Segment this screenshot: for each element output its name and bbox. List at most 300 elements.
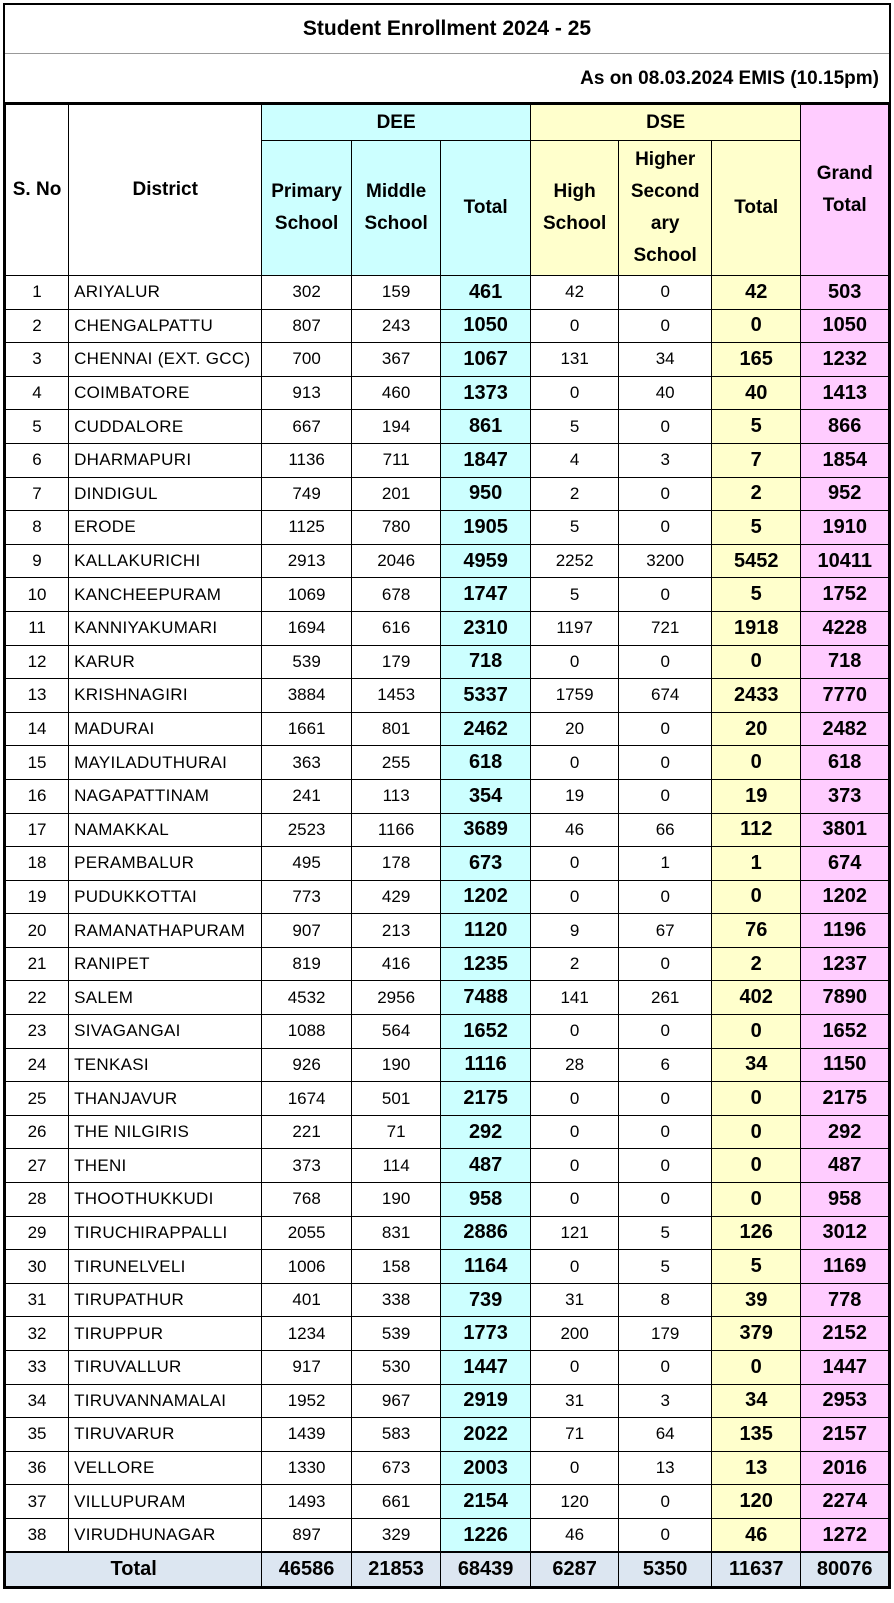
cell-district: TIRUCHIRAPPALLI — [69, 1216, 262, 1250]
cell-dee-total: 2462 — [441, 712, 531, 746]
cell-higher-secondary: 0 — [619, 309, 712, 343]
header-district: District — [69, 105, 262, 276]
cell-grand-total: 1202 — [801, 880, 889, 914]
cell-dse-total: 20 — [711, 712, 801, 746]
cell-dee-total: 958 — [441, 1183, 531, 1217]
cell-sno: 10 — [6, 578, 69, 612]
header-middle-school — [351, 141, 441, 276]
cell-higher-secondary: 0 — [619, 410, 712, 444]
cell-grand-total: 7890 — [801, 981, 889, 1015]
table-row — [6, 1216, 889, 1250]
cell-grand-total: 952 — [801, 477, 889, 511]
cell-primary: 773 — [262, 880, 352, 914]
cell-district: TIRUPATHUR — [69, 1283, 262, 1317]
cell-middle: 583 — [351, 1418, 441, 1452]
cell-district: VILLUPURAM — [69, 1485, 262, 1519]
header-hs-line2: Second — [630, 181, 700, 202]
cell-sno: 21 — [6, 947, 69, 981]
cell-district: KARUR — [69, 645, 262, 679]
cell-dee-total: 1116 — [441, 1048, 531, 1082]
cell-grand-total: 1413 — [801, 376, 889, 410]
table-row — [6, 947, 889, 981]
enrollment-sheet — [3, 3, 891, 1589]
cell-high: 5 — [530, 511, 619, 545]
cell-higher-secondary: 0 — [619, 477, 712, 511]
cell-district: KALLAKURICHI — [69, 544, 262, 578]
cell-dee-total: 1773 — [441, 1317, 531, 1351]
cell-dee-total: 2003 — [441, 1451, 531, 1485]
table-row — [6, 1183, 889, 1217]
table-row — [6, 847, 889, 881]
cell-dee-total: 1847 — [441, 443, 531, 477]
cell-primary: 768 — [262, 1183, 352, 1217]
table-row — [6, 276, 889, 310]
cell-grand-total: 1169 — [801, 1250, 889, 1284]
cell-district: COIMBATORE — [69, 376, 262, 410]
cell-high: 1197 — [530, 611, 619, 645]
cell-dse-total: 5 — [711, 1250, 801, 1284]
cell-dee-total: 5337 — [441, 679, 531, 713]
cell-primary: 667 — [262, 410, 352, 444]
cell-high: 0 — [530, 645, 619, 679]
cell-middle: 460 — [351, 376, 441, 410]
cell-dse-total: 112 — [711, 813, 801, 847]
cell-high: 0 — [530, 1149, 619, 1183]
table-header — [6, 105, 889, 276]
cell-sno: 7 — [6, 477, 69, 511]
cell-middle: 213 — [351, 914, 441, 948]
cell-district: PERAMBALUR — [69, 847, 262, 881]
cell-dee-total: 950 — [441, 477, 531, 511]
cell-grand-total: 1050 — [801, 309, 889, 343]
cell-sno: 38 — [6, 1518, 69, 1552]
cell-middle: 501 — [351, 1082, 441, 1116]
cell-primary: 700 — [262, 343, 352, 377]
cell-primary: 495 — [262, 847, 352, 881]
cell-dse-total: 2 — [711, 947, 801, 981]
table-row — [6, 410, 889, 444]
cell-sno: 30 — [6, 1250, 69, 1284]
header-high-line1: High — [553, 181, 596, 202]
cell-grand-total: 3012 — [801, 1216, 889, 1250]
cell-primary: 1069 — [262, 578, 352, 612]
cell-sno: 36 — [6, 1451, 69, 1485]
cell-primary: 2523 — [262, 813, 352, 847]
cell-sno: 19 — [6, 880, 69, 914]
cell-sno: 20 — [6, 914, 69, 948]
cell-dse-total: 2433 — [711, 679, 801, 713]
table-row — [6, 712, 889, 746]
cell-high: 0 — [530, 1115, 619, 1149]
cell-dee-total: 1067 — [441, 343, 531, 377]
cell-district: DINDIGUL — [69, 477, 262, 511]
total-grand: 80076 — [801, 1552, 889, 1586]
cell-higher-secondary: 1 — [619, 847, 712, 881]
cell-district: CHENGALPATTU — [69, 309, 262, 343]
cell-grand-total: 958 — [801, 1183, 889, 1217]
table-row — [6, 914, 889, 948]
cell-middle: 2046 — [351, 544, 441, 578]
cell-primary: 1088 — [262, 1015, 352, 1049]
table-row — [6, 981, 889, 1015]
cell-high: 0 — [530, 1183, 619, 1217]
cell-primary: 363 — [262, 746, 352, 780]
cell-dse-total: 0 — [711, 309, 801, 343]
cell-grand-total: 1232 — [801, 343, 889, 377]
cell-higher-secondary: 0 — [619, 1485, 712, 1519]
cell-higher-secondary: 0 — [619, 578, 712, 612]
cell-sno: 32 — [6, 1317, 69, 1351]
cell-middle: 1453 — [351, 679, 441, 713]
cell-middle: 113 — [351, 779, 441, 813]
cell-primary: 917 — [262, 1351, 352, 1385]
cell-primary: 241 — [262, 779, 352, 813]
cell-primary: 539 — [262, 645, 352, 679]
cell-high: 9 — [530, 914, 619, 948]
cell-district: THOOTHUKKUDI — [69, 1183, 262, 1217]
cell-higher-secondary: 0 — [619, 746, 712, 780]
cell-grand-total: 1752 — [801, 578, 889, 612]
cell-grand-total: 2482 — [801, 712, 889, 746]
cell-higher-secondary: 0 — [619, 276, 712, 310]
cell-primary: 749 — [262, 477, 352, 511]
cell-primary: 1125 — [262, 511, 352, 545]
cell-higher-secondary: 8 — [619, 1283, 712, 1317]
cell-sno: 2 — [6, 309, 69, 343]
cell-high: 1759 — [530, 679, 619, 713]
cell-dse-total: 0 — [711, 1015, 801, 1049]
cell-dee-total: 2886 — [441, 1216, 531, 1250]
header-high-school — [530, 141, 619, 276]
cell-primary: 907 — [262, 914, 352, 948]
cell-district: DHARMAPURI — [69, 443, 262, 477]
cell-dse-total: 0 — [711, 746, 801, 780]
cell-high: 0 — [530, 1250, 619, 1284]
cell-high: 0 — [530, 376, 619, 410]
table-row — [6, 1518, 889, 1552]
cell-sno: 29 — [6, 1216, 69, 1250]
cell-district: PUDUKKOTTAI — [69, 880, 262, 914]
cell-district: ARIYALUR — [69, 276, 262, 310]
cell-sno: 11 — [6, 611, 69, 645]
cell-district: VELLORE — [69, 1451, 262, 1485]
cell-middle: 114 — [351, 1149, 441, 1183]
table-row — [6, 1351, 889, 1385]
cell-dee-total: 1905 — [441, 511, 531, 545]
cell-grand-total: 778 — [801, 1283, 889, 1317]
cell-district: TENKASI — [69, 1048, 262, 1082]
cell-dse-total: 34 — [711, 1384, 801, 1418]
cell-dee-total: 1747 — [441, 578, 531, 612]
cell-dse-total: 5 — [711, 578, 801, 612]
table-row — [6, 679, 889, 713]
cell-dee-total: 1202 — [441, 880, 531, 914]
cell-district: CHENNAI (EXT. GCC) — [69, 343, 262, 377]
cell-high: 71 — [530, 1418, 619, 1452]
cell-dse-total: 46 — [711, 1518, 801, 1552]
totals-label: Total — [6, 1552, 262, 1586]
cell-grand-total: 1910 — [801, 511, 889, 545]
cell-high: 0 — [530, 880, 619, 914]
table-row — [6, 578, 889, 612]
cell-high: 0 — [530, 1351, 619, 1385]
cell-dse-total: 0 — [711, 1183, 801, 1217]
cell-middle: 159 — [351, 276, 441, 310]
cell-grand-total: 1854 — [801, 443, 889, 477]
cell-higher-secondary: 3 — [619, 1384, 712, 1418]
cell-district: VIRUDHUNAGAR — [69, 1518, 262, 1552]
cell-middle: 539 — [351, 1317, 441, 1351]
cell-higher-secondary: 0 — [619, 947, 712, 981]
cell-primary: 302 — [262, 276, 352, 310]
cell-dse-total: 39 — [711, 1283, 801, 1317]
cell-district: TIRUVALLUR — [69, 1351, 262, 1385]
cell-grand-total: 292 — [801, 1115, 889, 1149]
cell-higher-secondary: 179 — [619, 1317, 712, 1351]
cell-dee-total: 4959 — [441, 544, 531, 578]
header-dee-total: Total — [441, 141, 531, 276]
cell-high: 0 — [530, 309, 619, 343]
header-grand-line1: Grand — [816, 163, 873, 184]
cell-high: 0 — [530, 1082, 619, 1116]
cell-sno: 13 — [6, 679, 69, 713]
cell-high: 5 — [530, 578, 619, 612]
cell-sno: 22 — [6, 981, 69, 1015]
cell-grand-total: 4228 — [801, 611, 889, 645]
cell-sno: 34 — [6, 1384, 69, 1418]
cell-high: 31 — [530, 1283, 619, 1317]
cell-high: 5 — [530, 410, 619, 444]
cell-sno: 26 — [6, 1115, 69, 1149]
cell-dse-total: 34 — [711, 1048, 801, 1082]
cell-high: 0 — [530, 1451, 619, 1485]
cell-dee-total: 2022 — [441, 1418, 531, 1452]
cell-district: KANNIYAKUMARI — [69, 611, 262, 645]
cell-dee-total: 618 — [441, 746, 531, 780]
cell-middle: 1166 — [351, 813, 441, 847]
table-row — [6, 779, 889, 813]
cell-sno: 4 — [6, 376, 69, 410]
cell-dee-total: 673 — [441, 847, 531, 881]
cell-sno: 23 — [6, 1015, 69, 1049]
cell-district: RANIPET — [69, 947, 262, 981]
cell-district: RAMANATHAPURAM — [69, 914, 262, 948]
cell-primary: 819 — [262, 947, 352, 981]
cell-higher-secondary: 0 — [619, 1183, 712, 1217]
table-row — [6, 1048, 889, 1082]
cell-middle: 780 — [351, 511, 441, 545]
cell-sno: 1 — [6, 276, 69, 310]
cell-high: 28 — [530, 1048, 619, 1082]
cell-dse-total: 120 — [711, 1485, 801, 1519]
cell-higher-secondary: 0 — [619, 645, 712, 679]
cell-higher-secondary: 0 — [619, 880, 712, 914]
cell-sno: 3 — [6, 343, 69, 377]
cell-high: 31 — [530, 1384, 619, 1418]
cell-high: 0 — [530, 1015, 619, 1049]
cell-middle: 71 — [351, 1115, 441, 1149]
cell-grand-total: 1196 — [801, 914, 889, 948]
cell-middle: 255 — [351, 746, 441, 780]
cell-dse-total: 379 — [711, 1317, 801, 1351]
cell-high: 141 — [530, 981, 619, 1015]
table-row — [6, 1418, 889, 1452]
cell-dse-total: 2 — [711, 477, 801, 511]
cell-middle: 711 — [351, 443, 441, 477]
cell-district: NAMAKKAL — [69, 813, 262, 847]
cell-sno: 37 — [6, 1485, 69, 1519]
sheet-title: Student Enrollment 2024 - 25 — [5, 5, 889, 54]
header-grand-total — [801, 105, 889, 276]
cell-higher-secondary: 0 — [619, 1351, 712, 1385]
cell-dse-total: 7 — [711, 443, 801, 477]
table-row — [6, 880, 889, 914]
table-row — [6, 1250, 889, 1284]
table-row — [6, 309, 889, 343]
header-dse-total: Total — [711, 141, 801, 276]
cell-high: 200 — [530, 1317, 619, 1351]
cell-district: SALEM — [69, 981, 262, 1015]
cell-sno: 28 — [6, 1183, 69, 1217]
cell-dee-total: 739 — [441, 1283, 531, 1317]
cell-higher-secondary: 66 — [619, 813, 712, 847]
cell-higher-secondary: 0 — [619, 1518, 712, 1552]
table-row — [6, 511, 889, 545]
cell-middle: 530 — [351, 1351, 441, 1385]
cell-higher-secondary: 0 — [619, 779, 712, 813]
cell-dee-total: 292 — [441, 1115, 531, 1149]
cell-dee-total: 2175 — [441, 1082, 531, 1116]
cell-middle: 194 — [351, 410, 441, 444]
total-higher-secondary: 5350 — [619, 1552, 712, 1586]
cell-grand-total: 718 — [801, 645, 889, 679]
cell-higher-secondary: 0 — [619, 1082, 712, 1116]
cell-high: 2252 — [530, 544, 619, 578]
cell-high: 46 — [530, 1518, 619, 1552]
cell-higher-secondary: 0 — [619, 1115, 712, 1149]
header-dse: DSE — [530, 105, 801, 141]
cell-district: NAGAPATTINAM — [69, 779, 262, 813]
cell-higher-secondary: 5 — [619, 1216, 712, 1250]
cell-dse-total: 5 — [711, 410, 801, 444]
header-grand-line2: Total — [822, 195, 867, 216]
table-row — [6, 1149, 889, 1183]
cell-dee-total: 2919 — [441, 1384, 531, 1418]
table-footer — [6, 1552, 889, 1586]
cell-grand-total: 2152 — [801, 1317, 889, 1351]
cell-sno: 24 — [6, 1048, 69, 1082]
cell-sno: 15 — [6, 746, 69, 780]
cell-dee-total: 861 — [441, 410, 531, 444]
cell-sno: 9 — [6, 544, 69, 578]
cell-district: TIRUNELVELI — [69, 1250, 262, 1284]
cell-middle: 429 — [351, 880, 441, 914]
cell-grand-total: 1150 — [801, 1048, 889, 1082]
cell-sno: 16 — [6, 779, 69, 813]
cell-district: THENI — [69, 1149, 262, 1183]
enrollment-table — [5, 104, 889, 1587]
cell-primary: 1493 — [262, 1485, 352, 1519]
cell-dee-total: 1235 — [441, 947, 531, 981]
cell-middle: 243 — [351, 309, 441, 343]
cell-higher-secondary: 34 — [619, 343, 712, 377]
header-hs-line4: School — [633, 245, 697, 266]
cell-dee-total: 1120 — [441, 914, 531, 948]
cell-dse-total: 0 — [711, 1351, 801, 1385]
cell-grand-total: 373 — [801, 779, 889, 813]
cell-middle: 190 — [351, 1048, 441, 1082]
table-body — [6, 276, 889, 1553]
cell-higher-secondary: 0 — [619, 1149, 712, 1183]
total-dee: 68439 — [441, 1552, 531, 1586]
cell-middle: 416 — [351, 947, 441, 981]
cell-high: 0 — [530, 746, 619, 780]
cell-high: 19 — [530, 779, 619, 813]
cell-high: 20 — [530, 712, 619, 746]
cell-middle: 801 — [351, 712, 441, 746]
cell-dee-total: 1050 — [441, 309, 531, 343]
cell-high: 0 — [530, 847, 619, 881]
cell-high: 46 — [530, 813, 619, 847]
cell-dee-total: 354 — [441, 779, 531, 813]
cell-high: 131 — [530, 343, 619, 377]
cell-higher-secondary: 0 — [619, 1015, 712, 1049]
cell-district: THANJAVUR — [69, 1082, 262, 1116]
cell-dse-total: 13 — [711, 1451, 801, 1485]
table-row — [6, 477, 889, 511]
cell-dee-total: 1164 — [441, 1250, 531, 1284]
cell-dee-total: 1373 — [441, 376, 531, 410]
cell-dse-total: 40 — [711, 376, 801, 410]
cell-grand-total: 503 — [801, 276, 889, 310]
cell-grand-total: 1237 — [801, 947, 889, 981]
cell-primary: 1006 — [262, 1250, 352, 1284]
cell-sno: 31 — [6, 1283, 69, 1317]
cell-middle: 329 — [351, 1518, 441, 1552]
cell-middle: 564 — [351, 1015, 441, 1049]
cell-district: ERODE — [69, 511, 262, 545]
cell-sno: 5 — [6, 410, 69, 444]
cell-dee-total: 2310 — [441, 611, 531, 645]
header-sno: S. No — [6, 105, 69, 276]
header-primary-line2: School — [274, 213, 339, 234]
table-row — [6, 1082, 889, 1116]
cell-primary: 4532 — [262, 981, 352, 1015]
table-row — [6, 1384, 889, 1418]
cell-sno: 35 — [6, 1418, 69, 1452]
cell-higher-secondary: 721 — [619, 611, 712, 645]
table-row — [6, 1485, 889, 1519]
cell-primary: 807 — [262, 309, 352, 343]
cell-higher-secondary: 3 — [619, 443, 712, 477]
cell-middle: 338 — [351, 1283, 441, 1317]
cell-middle: 178 — [351, 847, 441, 881]
header-primary-line1: Primary — [271, 181, 342, 202]
cell-dse-total: 1 — [711, 847, 801, 881]
cell-dse-total: 0 — [711, 1082, 801, 1116]
cell-dee-total: 487 — [441, 1149, 531, 1183]
cell-grand-total: 866 — [801, 410, 889, 444]
cell-high: 2 — [530, 947, 619, 981]
cell-dee-total: 1652 — [441, 1015, 531, 1049]
cell-sno: 27 — [6, 1149, 69, 1183]
as-on-date: As on 08.03.2024 EMIS (10.15pm) — [5, 54, 889, 104]
cell-district: MAYILADUTHURAI — [69, 746, 262, 780]
cell-dse-total: 5452 — [711, 544, 801, 578]
cell-dse-total: 0 — [711, 1149, 801, 1183]
cell-middle: 179 — [351, 645, 441, 679]
table-row — [6, 1317, 889, 1351]
